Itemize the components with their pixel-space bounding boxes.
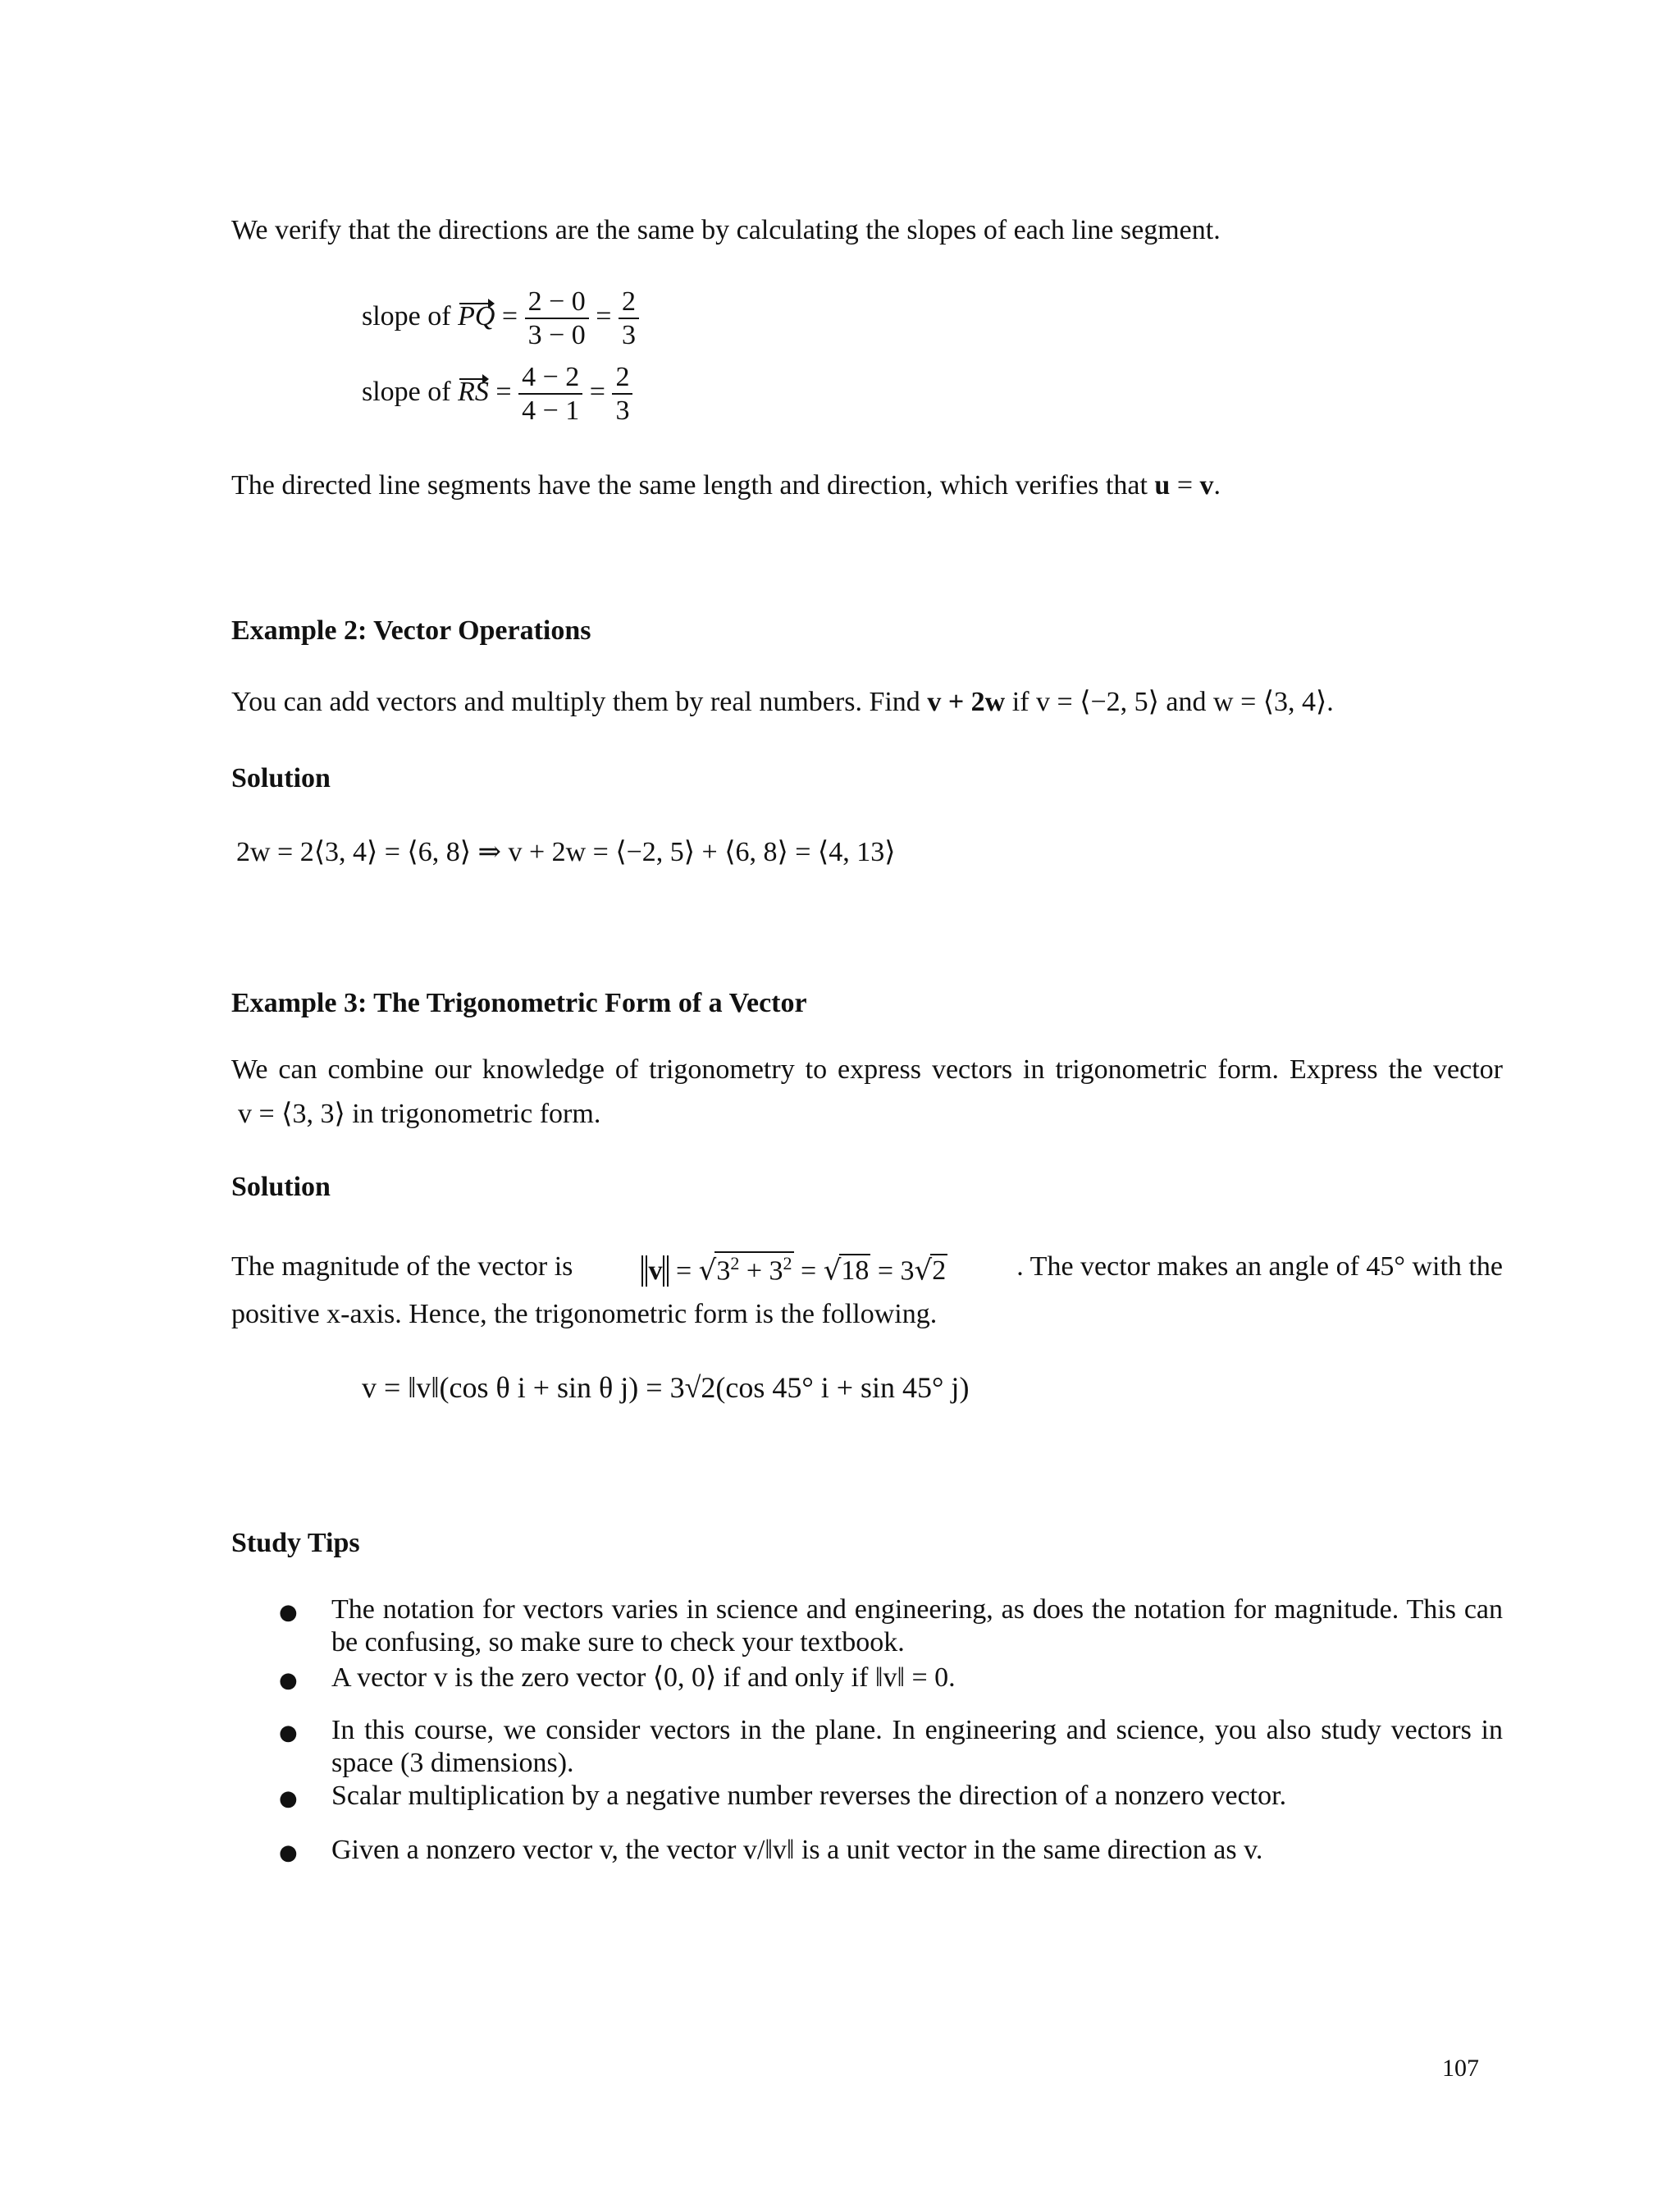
bullet-icon: ● xyxy=(279,1600,298,1625)
study-tip-2: A vector v is the zero vector ⟨0, 0⟩ if and only if ‖v‖ = 0. xyxy=(331,1662,956,1693)
example-3-heading: Example 3: The Trigonometric Form of a Vector xyxy=(231,988,807,1018)
example-3-prompt-line-2: v = ⟨3, 3⟩ in trigonometric form. xyxy=(238,1099,601,1129)
bullet-icon: ● xyxy=(279,1721,298,1745)
example-3-solution-label: Solution xyxy=(231,1172,331,1202)
example-2-solution-label: Solution xyxy=(231,763,331,793)
slope-rs-fraction: $\frac{4 - 2}{4 - 1}$ xyxy=(518,361,582,427)
trig-form-equation: v = ‖v‖(cos θ i + sin θ j) = 3√2(cos 45° i + sin 45° j) xyxy=(362,1371,970,1404)
bullet-icon: ● xyxy=(279,1668,298,1693)
study-tip-4: Scalar multiplication by a negative number reverses the direction of a nonzero vector. xyxy=(331,1781,1287,1811)
magnitude-expression: $v = √3^2 + 3^2 = √18 = 3√2$ xyxy=(641,1251,947,1287)
study-tips-heading: Study Tips xyxy=(231,1528,360,1558)
slope-rs-result: $\frac{2}{3}$ xyxy=(612,361,632,427)
page-number: 107 xyxy=(1442,2055,1479,2082)
study-tip-3: In this course, we consider vectors in the plane. In engineering and science, you also study vectors in space (3 dimensions). xyxy=(331,1715,1503,1778)
slope-pq-equation: slope of PQ = $\frac{2 - 0}{3 - 0}$ = $\frac{2}{3}$ xyxy=(362,286,639,351)
bullet-icon: ● xyxy=(279,1840,298,1865)
w-definition: w = ⟨3, 4⟩. xyxy=(1213,687,1334,717)
example-3-prompt-line-1: We can combine our knowledge of trigonometry to express vectors in trigonometric form. Express the vector xyxy=(231,1054,1503,1085)
slope-label: slope of xyxy=(362,300,451,331)
v-definition: v = ⟨−2, 5⟩ xyxy=(1036,687,1159,717)
slope-pq-fraction: $\frac{2 - 0}{3 - 0}$ xyxy=(525,286,589,351)
study-tip-1: The notation for vectors varies in science and engineering, as does the notation for magnitude. This can be confusing, so make sure to check your textbook. xyxy=(331,1594,1503,1657)
segment-pq: PQ xyxy=(458,300,495,331)
study-tip-5: Given a nonzero vector v, the vector v/‖v‖ is a unit vector in the same direction as v. xyxy=(331,1835,1263,1865)
magnitude-line: The magnitude of the vector is $v = √3^2 + 3^2 = √18 = 3√2$ . The vector makes an angle of 45° with the xyxy=(231,1251,1503,1287)
example-2-solution: 2w = 2⟨3, 4⟩ = ⟨6, 8⟩ ⇒ v + 2w = ⟨−2, 5⟩ + ⟨6, 8⟩ = ⟨4, 13⟩ xyxy=(236,837,896,867)
example-2-prompt: You can add vectors and multiply them by real numbers. Find v + 2w if v = ⟨−2, 5⟩ and w = ⟨3, 4⟩. xyxy=(231,687,1334,717)
example-2-heading: Example 2: Vector Operations xyxy=(231,615,591,646)
conclusion-paragraph: The directed line segments have the same length and direction, which verifies that u = v. xyxy=(231,470,1221,501)
magnitude-line-2: positive x-axis. Hence, the trigonometric form is the following. xyxy=(231,1299,938,1329)
segment-rs: RS xyxy=(458,376,489,407)
bullet-icon: ● xyxy=(279,1786,298,1811)
slope-pq-result: $\frac{2}{3}$ xyxy=(619,286,639,351)
slope-label: slope of xyxy=(362,376,451,407)
intro-paragraph: We verify that the directions are the same by calculating the slopes of each line segment. xyxy=(231,215,1221,245)
slope-rs-equation: slope of RS = $\frac{4 - 2}{4 - 1}$ = $\frac{2}{3}$ xyxy=(362,361,632,427)
